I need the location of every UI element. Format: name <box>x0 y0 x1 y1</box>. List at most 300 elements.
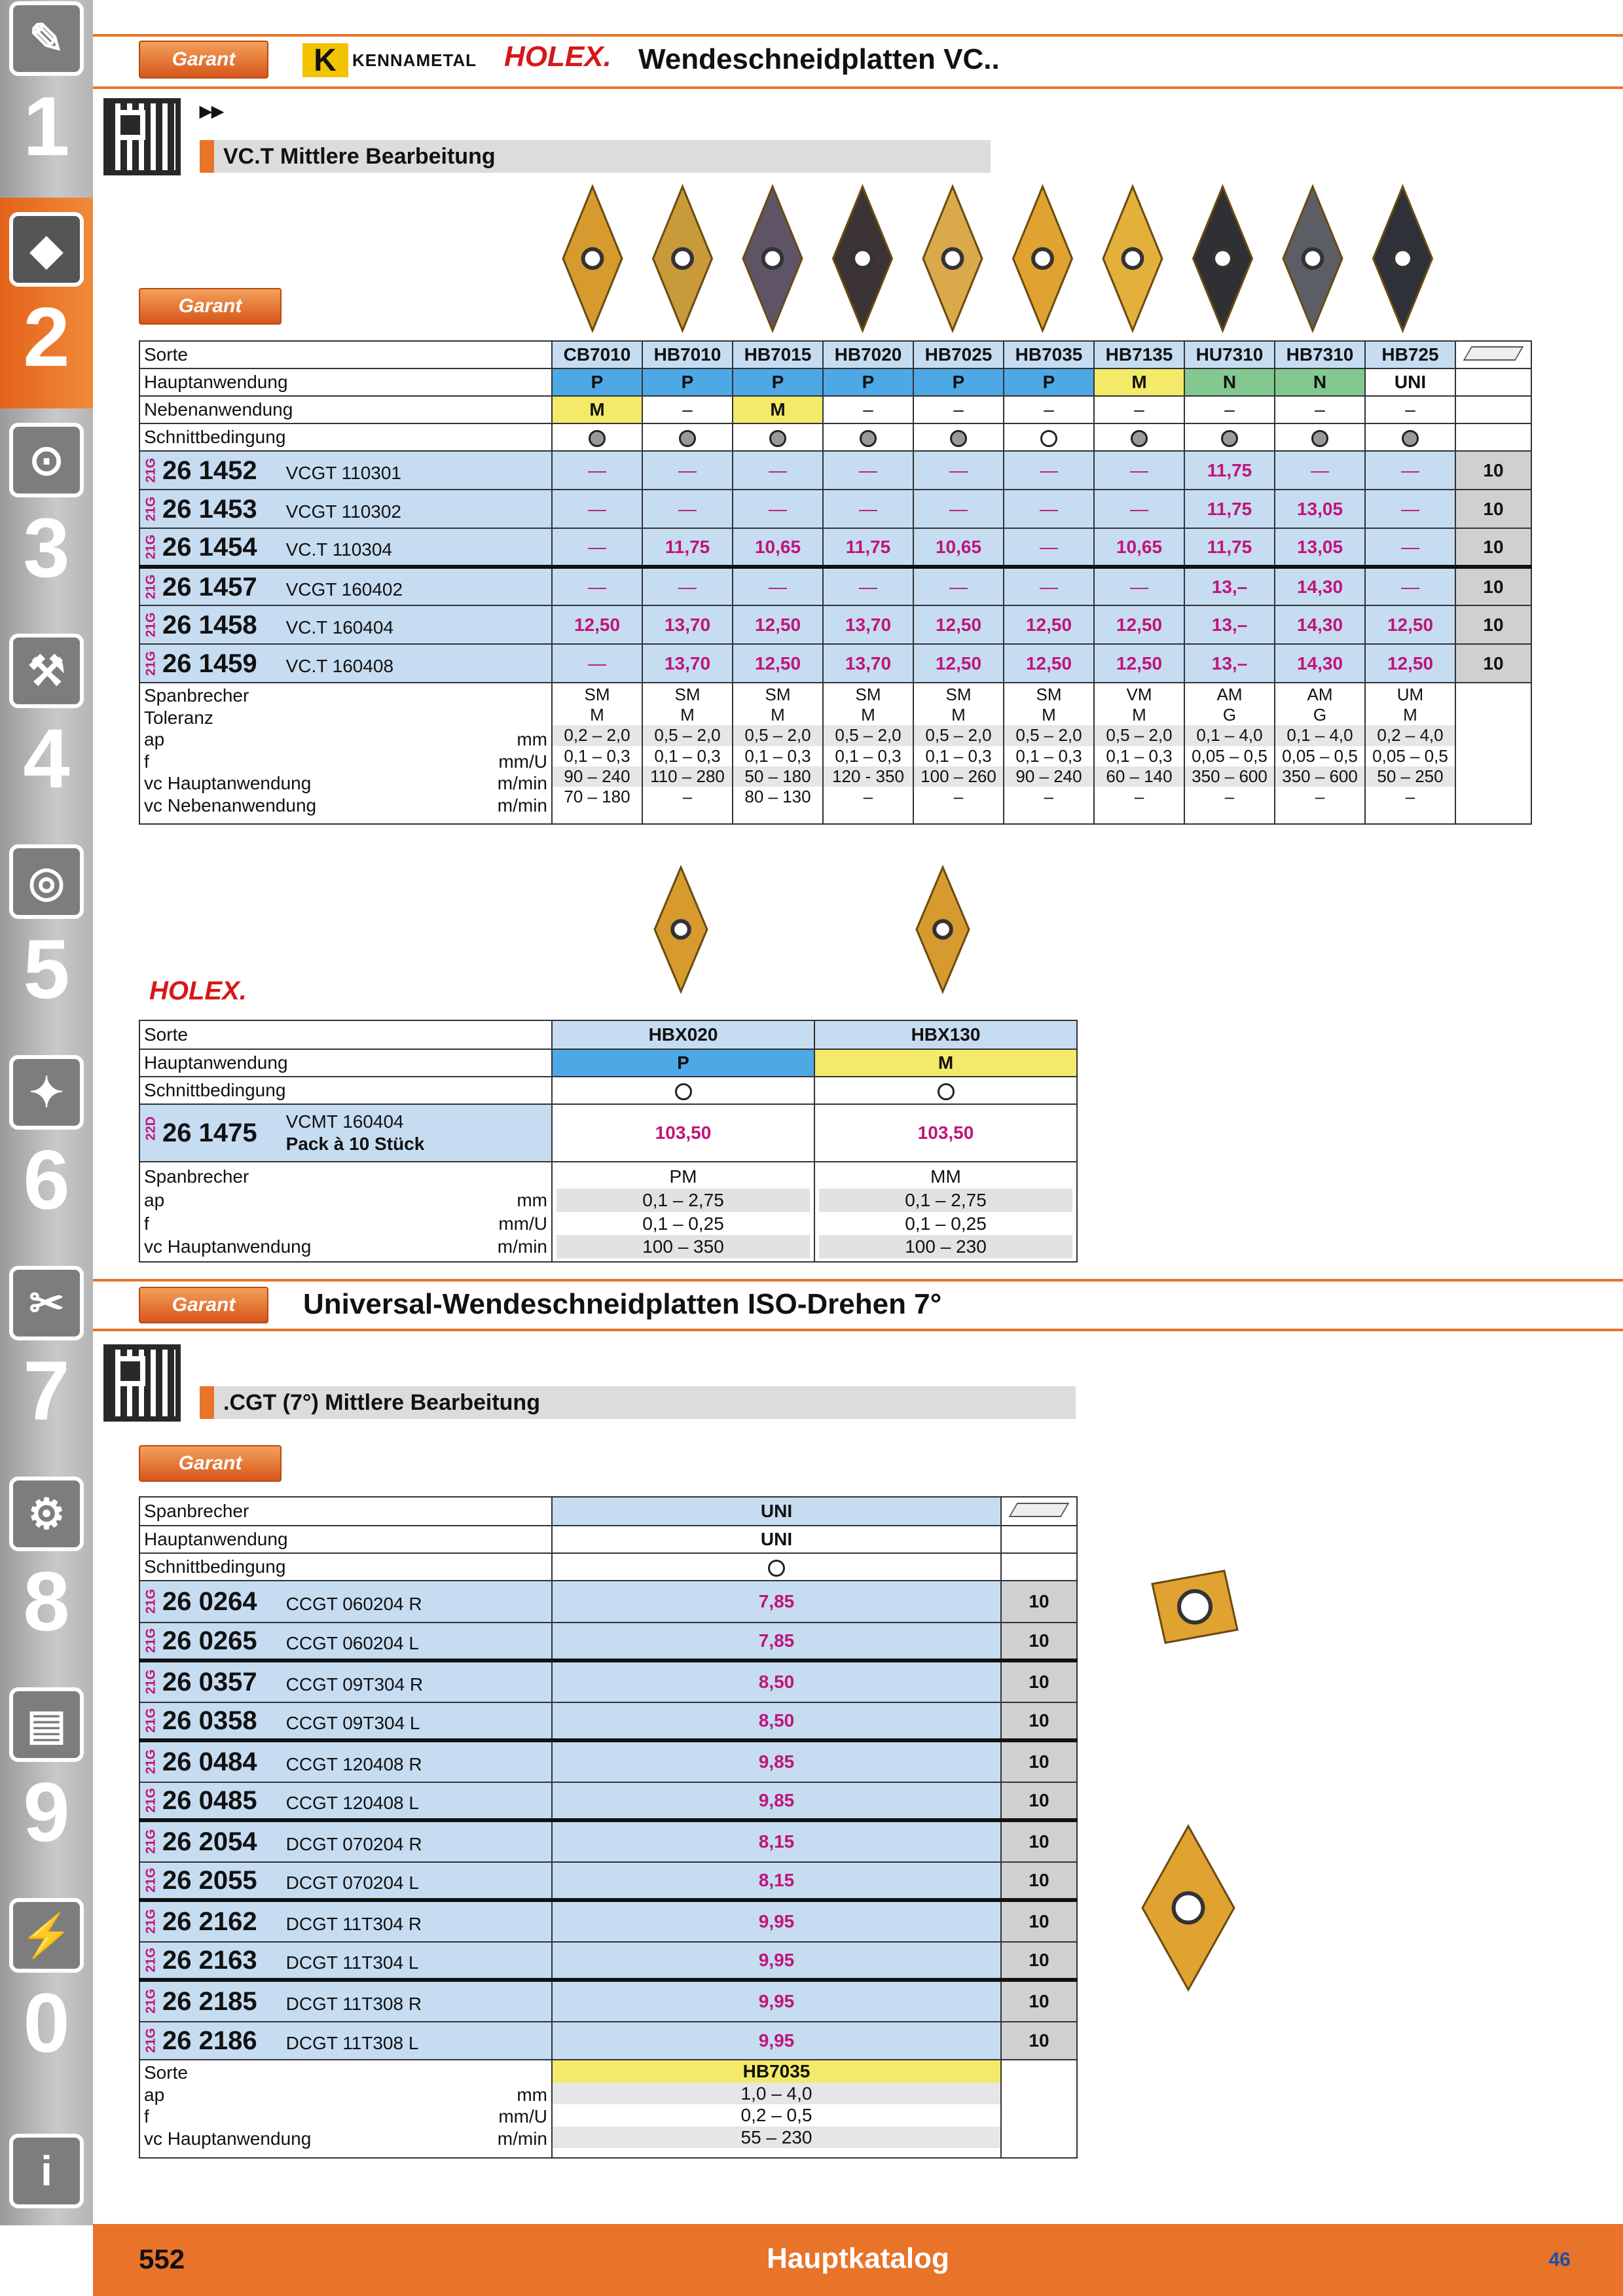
price-cell: — <box>552 528 642 567</box>
page-title: Wendeschneidplatten VC.. <box>638 43 1000 75</box>
price-cell: 11,75 <box>823 528 913 567</box>
price-cell: — <box>552 644 642 683</box>
price-cell: 7,85 <box>552 1623 1001 1660</box>
unit-mmin: m/min <box>497 2128 547 2149</box>
article-description: VC.T 160408 <box>285 655 394 676</box>
cgt-insert-images <box>1126 1558 1257 2003</box>
insert-image <box>1013 187 1072 331</box>
price-cell: — <box>823 451 913 490</box>
price-cell: 14,30 <box>1275 644 1365 683</box>
vc_neben-value: – <box>1224 786 1235 806</box>
price-cell: 9,95 <box>552 2022 1001 2060</box>
ap-value: 0,5 – 2,0 <box>1095 725 1184 745</box>
ap-value: 0,5 – 2,0 <box>643 725 732 745</box>
price-cell: — <box>642 490 733 528</box>
table-cell <box>1275 423 1365 451</box>
table-row[interactable] <box>139 1980 1077 2022</box>
unit-mmin: m/min <box>497 773 547 794</box>
table-cell <box>552 423 642 451</box>
order-tag: 21G <box>143 1588 158 1614</box>
grade-header: HB7025 <box>913 341 1004 368</box>
vc_neben-value: – <box>863 786 873 806</box>
price-cell: 13,– <box>1184 605 1275 644</box>
order-tag: 21G <box>143 457 158 482</box>
price-cell: 14,30 <box>1275 605 1365 644</box>
price-cell: — <box>1004 451 1094 490</box>
chapter-number: 7 <box>23 1344 70 1438</box>
table-cell <box>1455 683 1531 824</box>
pack-qty: 10 <box>1001 1820 1077 1862</box>
section-heading-vct: VC.T Mittlere Bearbeitung <box>200 140 991 173</box>
param-values <box>552 683 642 824</box>
price-cell: 8,50 <box>552 1660 1001 1702</box>
cutting-condition-icon <box>769 430 786 447</box>
param-labels <box>139 683 552 824</box>
order-tag: 21G <box>143 1669 158 1695</box>
table-row[interactable] <box>139 1820 1077 1862</box>
cutting-condition-icon <box>589 430 606 447</box>
catalog-name: Hauptkatalog <box>767 2242 949 2274</box>
price-cell: — <box>1094 567 1184 605</box>
cutting-condition-icon <box>950 430 967 447</box>
vct-grade-table <box>139 340 1532 825</box>
vc_neben-value: – <box>1044 786 1054 806</box>
insert-image <box>743 187 802 331</box>
ap-value: 0,2 – 2,0 <box>553 725 642 745</box>
price-cell: 13,05 <box>1275 528 1365 567</box>
price-cell: 12,50 <box>913 644 1004 683</box>
kennametal-logo: K KENNAMETAL <box>302 43 477 77</box>
price-cell: — <box>1094 451 1184 490</box>
sidebar-chapter-1[interactable] <box>0 0 93 198</box>
holex-logo-sec2: HOLEX. <box>149 977 247 1005</box>
article-cell <box>139 1980 552 2022</box>
param-values <box>913 683 1004 824</box>
holex-insert-images <box>629 864 995 995</box>
table-row[interactable] <box>139 451 1531 490</box>
vc_haupt-value: 110 – 280 <box>643 766 732 787</box>
chapter-0-icon: ⚡ <box>9 1898 84 1973</box>
article-number: 26 1458 <box>162 610 257 639</box>
order-tag: 21G <box>143 1749 158 1774</box>
neben-cell: – <box>823 396 913 423</box>
table-row[interactable] <box>139 1862 1077 1900</box>
table-cell <box>552 1553 1001 1581</box>
sidebar-chapter-7[interactable] <box>0 1251 93 1462</box>
table-row <box>139 396 1531 423</box>
haupt-cell: N <box>1275 368 1365 396</box>
label-ap: ap <box>144 2084 165 2105</box>
f-value: 0,1 – 0,3 <box>925 745 992 766</box>
pack-qty: 10 <box>1001 1942 1077 1980</box>
article-description: DCGT 11T304 R <box>285 1914 422 1934</box>
price-cell: 12,50 <box>733 605 823 644</box>
table-cell <box>1455 368 1531 396</box>
cutting-condition-icon <box>1131 430 1148 447</box>
cutting-condition-icon <box>860 430 877 447</box>
f-value: 0,2 – 0,5 <box>740 2105 812 2126</box>
pack-qty: 10 <box>1001 1623 1077 1660</box>
article-cell <box>139 1581 552 1623</box>
param-values <box>642 683 733 824</box>
haupt-cell: UNI <box>552 1526 1001 1553</box>
pack-qty: 10 <box>1455 644 1531 683</box>
param-values <box>1094 683 1184 824</box>
chapter-9-icon: ▤ <box>9 1687 84 1762</box>
table-cell <box>823 423 913 451</box>
garant-logo-sec3b: Garant <box>139 1445 282 1482</box>
chapter-i-icon: i <box>9 2134 84 2208</box>
article-description: DCGT 11T308 L <box>285 2033 419 2053</box>
vc_neben-value: – <box>1134 786 1144 806</box>
pack-qty: 10 <box>1001 1900 1077 1942</box>
ap-value: 0,5 – 2,0 <box>824 725 913 745</box>
order-tag: 22D <box>143 1116 158 1140</box>
sidebar-chapter-6[interactable] <box>0 1041 93 1251</box>
nav-arrows-icon[interactable]: ▸▸ <box>200 97 224 124</box>
vc_haupt-value: 50 – 180 <box>733 766 822 787</box>
price-cell: — <box>823 490 913 528</box>
chapter-3-icon: ⊙ <box>9 423 84 497</box>
spanbrecher-value: SM <box>765 685 791 704</box>
grade-header: HB7015 <box>733 341 823 368</box>
price-cell: — <box>1004 528 1094 567</box>
table-row[interactable] <box>139 1623 1077 1660</box>
grade-header: CB7010 <box>552 341 642 368</box>
param-values <box>552 2060 1001 2158</box>
vc_neben-value: – <box>1405 786 1415 806</box>
price-cell: 9,85 <box>552 1782 1001 1820</box>
f-value: 0,1 – 0,3 <box>1015 745 1082 766</box>
insert-image <box>1374 187 1432 331</box>
insert-image <box>563 187 622 331</box>
f-value: 0,05 – 0,5 <box>1192 745 1267 766</box>
neben-cell: – <box>1184 396 1275 423</box>
vc-value: 100 – 350 <box>556 1235 810 1259</box>
spanbrecher-value: PM <box>669 1166 697 1187</box>
sidebar-chapter-0[interactable] <box>0 1884 93 2094</box>
article-number: 26 0265 <box>162 1626 257 1655</box>
table-row[interactable] <box>139 528 1531 567</box>
price-cell: — <box>552 490 642 528</box>
price-cell: 10,65 <box>733 528 823 567</box>
toleranz-value: M <box>1403 705 1417 725</box>
price-cell: 13,70 <box>642 644 733 683</box>
article-description: VCGT 160402 <box>285 579 403 600</box>
label-ap: ap <box>144 729 165 750</box>
price-cell: 8,50 <box>552 1702 1001 1740</box>
price-cell: — <box>823 567 913 605</box>
article-number: 26 2186 <box>162 2026 257 2055</box>
toleranz-value: G <box>1313 705 1327 725</box>
article-cell <box>139 528 552 567</box>
neben-cell: M <box>733 396 823 423</box>
spanbrecher-value: SM <box>945 685 972 704</box>
cutting-condition-icon <box>768 1560 785 1577</box>
pack-qty: 10 <box>1001 1980 1077 2022</box>
price-cell: 12,50 <box>1094 644 1184 683</box>
price-cell: — <box>1365 528 1455 567</box>
price-cell: — <box>1275 451 1365 490</box>
haupt-cell: P <box>552 1049 814 1077</box>
pack-header <box>1455 341 1531 368</box>
toleranz-value: M <box>680 705 695 725</box>
table-row[interactable] <box>139 1740 1077 1782</box>
vc-value: 55 – 230 <box>553 2126 1000 2149</box>
price-cell: 9,95 <box>552 1980 1001 2022</box>
garant-logo-sec1: Garant <box>139 288 282 325</box>
spanbrecher-value: VM <box>1126 685 1152 704</box>
haupt-cell: M <box>814 1049 1077 1077</box>
table-row[interactable] <box>139 567 1531 605</box>
price-cell: — <box>733 567 823 605</box>
unit-mm: mm <box>517 2084 547 2105</box>
spanbrecher-value: AM <box>1307 685 1333 704</box>
chapter-number: 8 <box>23 1555 70 1649</box>
chapter-number: 9 <box>23 1766 70 1859</box>
cutting-condition-icon <box>1402 430 1419 447</box>
sidebar-chapter-2[interactable] <box>0 198 93 408</box>
article-description: CCGT 120408 L <box>285 1793 419 1813</box>
pack-note: Pack à 10 Stück <box>285 1134 425 1154</box>
article-cell <box>139 490 552 528</box>
price-cell: 103,50 <box>552 1104 814 1162</box>
price-cell: 13,70 <box>823 605 913 644</box>
order-tag: 21G <box>143 1909 158 1934</box>
section-heading-cgt: .CGT (7°) Mittlere Bearbeitung <box>200 1386 1076 1419</box>
price-cell: — <box>1365 451 1455 490</box>
article-description: DCGT 070204 L <box>285 1873 419 1893</box>
unit-mmin: m/min <box>497 795 547 816</box>
price-cell: — <box>1004 490 1094 528</box>
chapter-sidebar <box>0 0 93 2225</box>
label-spanbrecher: Spanbrecher <box>144 1166 249 1187</box>
article-cell <box>139 567 552 605</box>
table-row[interactable] <box>139 2022 1077 2060</box>
price-cell: 13,70 <box>642 605 733 644</box>
article-cell <box>139 1660 552 1702</box>
chapter-8-icon: ⚙ <box>9 1477 84 1551</box>
table-row[interactable] <box>139 1782 1077 1820</box>
table-cell <box>913 423 1004 451</box>
toleranz-value: G <box>1222 705 1237 725</box>
ap-value: 0,1 – 4,0 <box>1275 725 1364 745</box>
label-spanbrecher: Spanbrecher <box>144 685 249 706</box>
table-cell <box>1365 423 1455 451</box>
haupt-cell: N <box>1184 368 1275 396</box>
price-cell: — <box>1004 567 1094 605</box>
vc_neben-value: – <box>953 786 964 806</box>
grade-hbx130: HBX130 <box>814 1020 1077 1049</box>
haupt-cell: P <box>913 368 1004 396</box>
article-number: 26 2185 <box>162 1987 257 2016</box>
label-sorte: Sorte <box>139 341 552 368</box>
table-row[interactable] <box>139 490 1531 528</box>
article-number: 26 0485 <box>162 1786 257 1815</box>
price-cell: 12,50 <box>1094 605 1184 644</box>
insert-image <box>917 867 969 992</box>
neben-cell: – <box>1094 396 1184 423</box>
sidebar-chapter-4[interactable] <box>0 619 93 830</box>
qr-code-icon[interactable] <box>103 98 181 175</box>
toleranz-value: M <box>951 705 966 725</box>
table-row[interactable] <box>139 1104 1077 1162</box>
table-cell <box>733 423 823 451</box>
vc_haupt-value: 90 – 240 <box>1004 766 1093 787</box>
page-number: 552 <box>139 2244 185 2274</box>
article-description: DCGT 11T304 L <box>285 1952 419 1973</box>
param-values <box>1004 683 1094 824</box>
vc_haupt-value: 100 – 260 <box>914 766 1003 787</box>
article-description: VCGT 110302 <box>285 501 402 522</box>
table-row <box>139 423 1531 451</box>
order-tag: 21G <box>143 1947 158 1973</box>
param-values <box>823 683 913 824</box>
spanbrecher-value: SM <box>674 685 701 704</box>
insert-image <box>833 187 892 331</box>
f-value: 0,1 – 0,3 <box>1106 745 1173 766</box>
cutting-condition-icon <box>1040 430 1057 447</box>
pack-qty: 10 <box>1001 1660 1077 1702</box>
price-cell: — <box>552 451 642 490</box>
spanbrecher-value: SM <box>855 685 881 704</box>
section3-rule-bottom <box>93 1329 1623 1331</box>
table-row[interactable] <box>139 1900 1077 1942</box>
insert-image <box>653 187 712 331</box>
article-cell <box>139 1900 552 1942</box>
table-row[interactable] <box>139 1660 1077 1702</box>
price-cell: — <box>1365 490 1455 528</box>
header-rule-top <box>93 34 1623 37</box>
article-cell <box>139 1782 552 1820</box>
article-number: 26 1475 <box>162 1119 257 1147</box>
price-cell: — <box>913 567 1004 605</box>
sorte-value: HB7035 <box>553 2060 1000 2083</box>
label-vc-haupt: vc Hauptanwendung <box>144 1236 312 1257</box>
table-row[interactable] <box>139 605 1531 644</box>
price-cell: 11,75 <box>1184 451 1275 490</box>
grade-hbx020: HBX020 <box>552 1020 814 1049</box>
article-number: 26 1457 <box>162 572 257 601</box>
label-sorte: Sorte <box>144 2062 188 2083</box>
param-values <box>1365 683 1455 824</box>
grade-header: HB725 <box>1365 341 1455 368</box>
order-tag: 21G <box>143 496 158 521</box>
price-cell: 12,50 <box>1004 605 1094 644</box>
spanbrecher-value: UM <box>1396 685 1424 704</box>
order-tag: 21G <box>143 574 158 599</box>
label-f: f <box>144 1213 149 1234</box>
chapter-5-icon: ◎ <box>9 844 84 919</box>
table-row[interactable] <box>139 1942 1077 1980</box>
table-row <box>139 341 1531 368</box>
sidebar-chapter-5[interactable] <box>0 830 93 1041</box>
order-tag: 21G <box>143 1628 158 1653</box>
f-value: 0,1 – 0,3 <box>744 745 811 766</box>
table-row <box>139 2060 1077 2158</box>
toleranz-value: M <box>590 705 604 725</box>
chapter-2-icon: ◆ <box>9 212 84 287</box>
order-tag: 21G <box>143 1708 158 1733</box>
vc_haupt-value: 60 – 140 <box>1095 766 1184 787</box>
table-cell <box>1455 423 1531 451</box>
label-ap: ap <box>144 1189 165 1210</box>
sidebar-chapter-i[interactable] <box>0 2094 93 2225</box>
article-description: VC.T 160404 <box>285 617 394 637</box>
price-cell: — <box>733 451 823 490</box>
price-cell: — <box>913 451 1004 490</box>
table-cell <box>1001 2060 1077 2158</box>
insert-image <box>1194 187 1252 331</box>
label-f: f <box>144 2106 149 2127</box>
price-cell: 9,95 <box>552 1900 1001 1942</box>
sidebar-chapter-8[interactable] <box>0 1462 93 1673</box>
table-row[interactable] <box>139 1581 1077 1623</box>
article-number: 26 0264 <box>162 1587 257 1616</box>
chapter-number: 0 <box>23 1977 70 2070</box>
qr-code-icon[interactable] <box>103 1344 181 1422</box>
unit-mmU: mm/U <box>498 751 547 772</box>
chapter-number: 5 <box>23 923 70 1016</box>
neben-cell: – <box>1275 396 1365 423</box>
price-cell: 12,50 <box>913 605 1004 644</box>
ap-value: 0,5 – 2,0 <box>733 725 822 745</box>
toleranz-value: M <box>771 705 785 725</box>
table-row[interactable] <box>139 644 1531 683</box>
price-cell: 12,50 <box>1004 644 1094 683</box>
header-rule-bottom <box>93 86 1623 89</box>
price-cell: 12,50 <box>733 644 823 683</box>
insert-image <box>655 867 707 992</box>
vc_haupt-value: 90 – 240 <box>553 766 642 787</box>
spanbrecher-value: MM <box>930 1166 961 1187</box>
table-row <box>139 1526 1077 1553</box>
ap-value: 0,2 – 4,0 <box>1366 725 1455 745</box>
pack-qty: 10 <box>1455 451 1531 490</box>
order-tag: 21G <box>143 2028 158 2053</box>
chapter-number: 6 <box>23 1134 70 1227</box>
ap-value: 0,1 – 4,0 <box>1185 725 1274 745</box>
label-vc-haupt: vc Hauptanwendung <box>144 2128 312 2149</box>
param-values <box>1184 683 1275 824</box>
f-value: 0,1 – 0,3 <box>564 745 630 766</box>
article-number: 26 2162 <box>162 1907 257 1936</box>
article-number: 26 0358 <box>162 1706 257 1735</box>
grade-header: HB7010 <box>642 341 733 368</box>
article-cell <box>139 451 552 490</box>
label-sorte: Sorte <box>139 1020 552 1049</box>
price-cell: — <box>913 490 1004 528</box>
param-values <box>1275 683 1365 824</box>
price-cell: 10,65 <box>913 528 1004 567</box>
insert-image <box>1142 1826 1234 1990</box>
article-cell <box>139 644 552 683</box>
article-number: 26 2163 <box>162 1946 257 1975</box>
cutting-condition-icon <box>938 1083 955 1100</box>
sidebar-chapter-3[interactable] <box>0 408 93 619</box>
table-cell <box>642 423 733 451</box>
neben-cell: – <box>1365 396 1455 423</box>
sidebar-chapter-9[interactable] <box>0 1673 93 1884</box>
pack-qty: 10 <box>1001 1740 1077 1782</box>
neben-cell: – <box>642 396 733 423</box>
table-row[interactable] <box>139 1702 1077 1740</box>
haupt-cell: UNI <box>1365 368 1455 396</box>
table-row <box>139 368 1531 396</box>
insert-images-row <box>550 183 1453 334</box>
chapter-7-icon: ✂ <box>9 1266 84 1340</box>
page-footer <box>93 2224 1623 2296</box>
